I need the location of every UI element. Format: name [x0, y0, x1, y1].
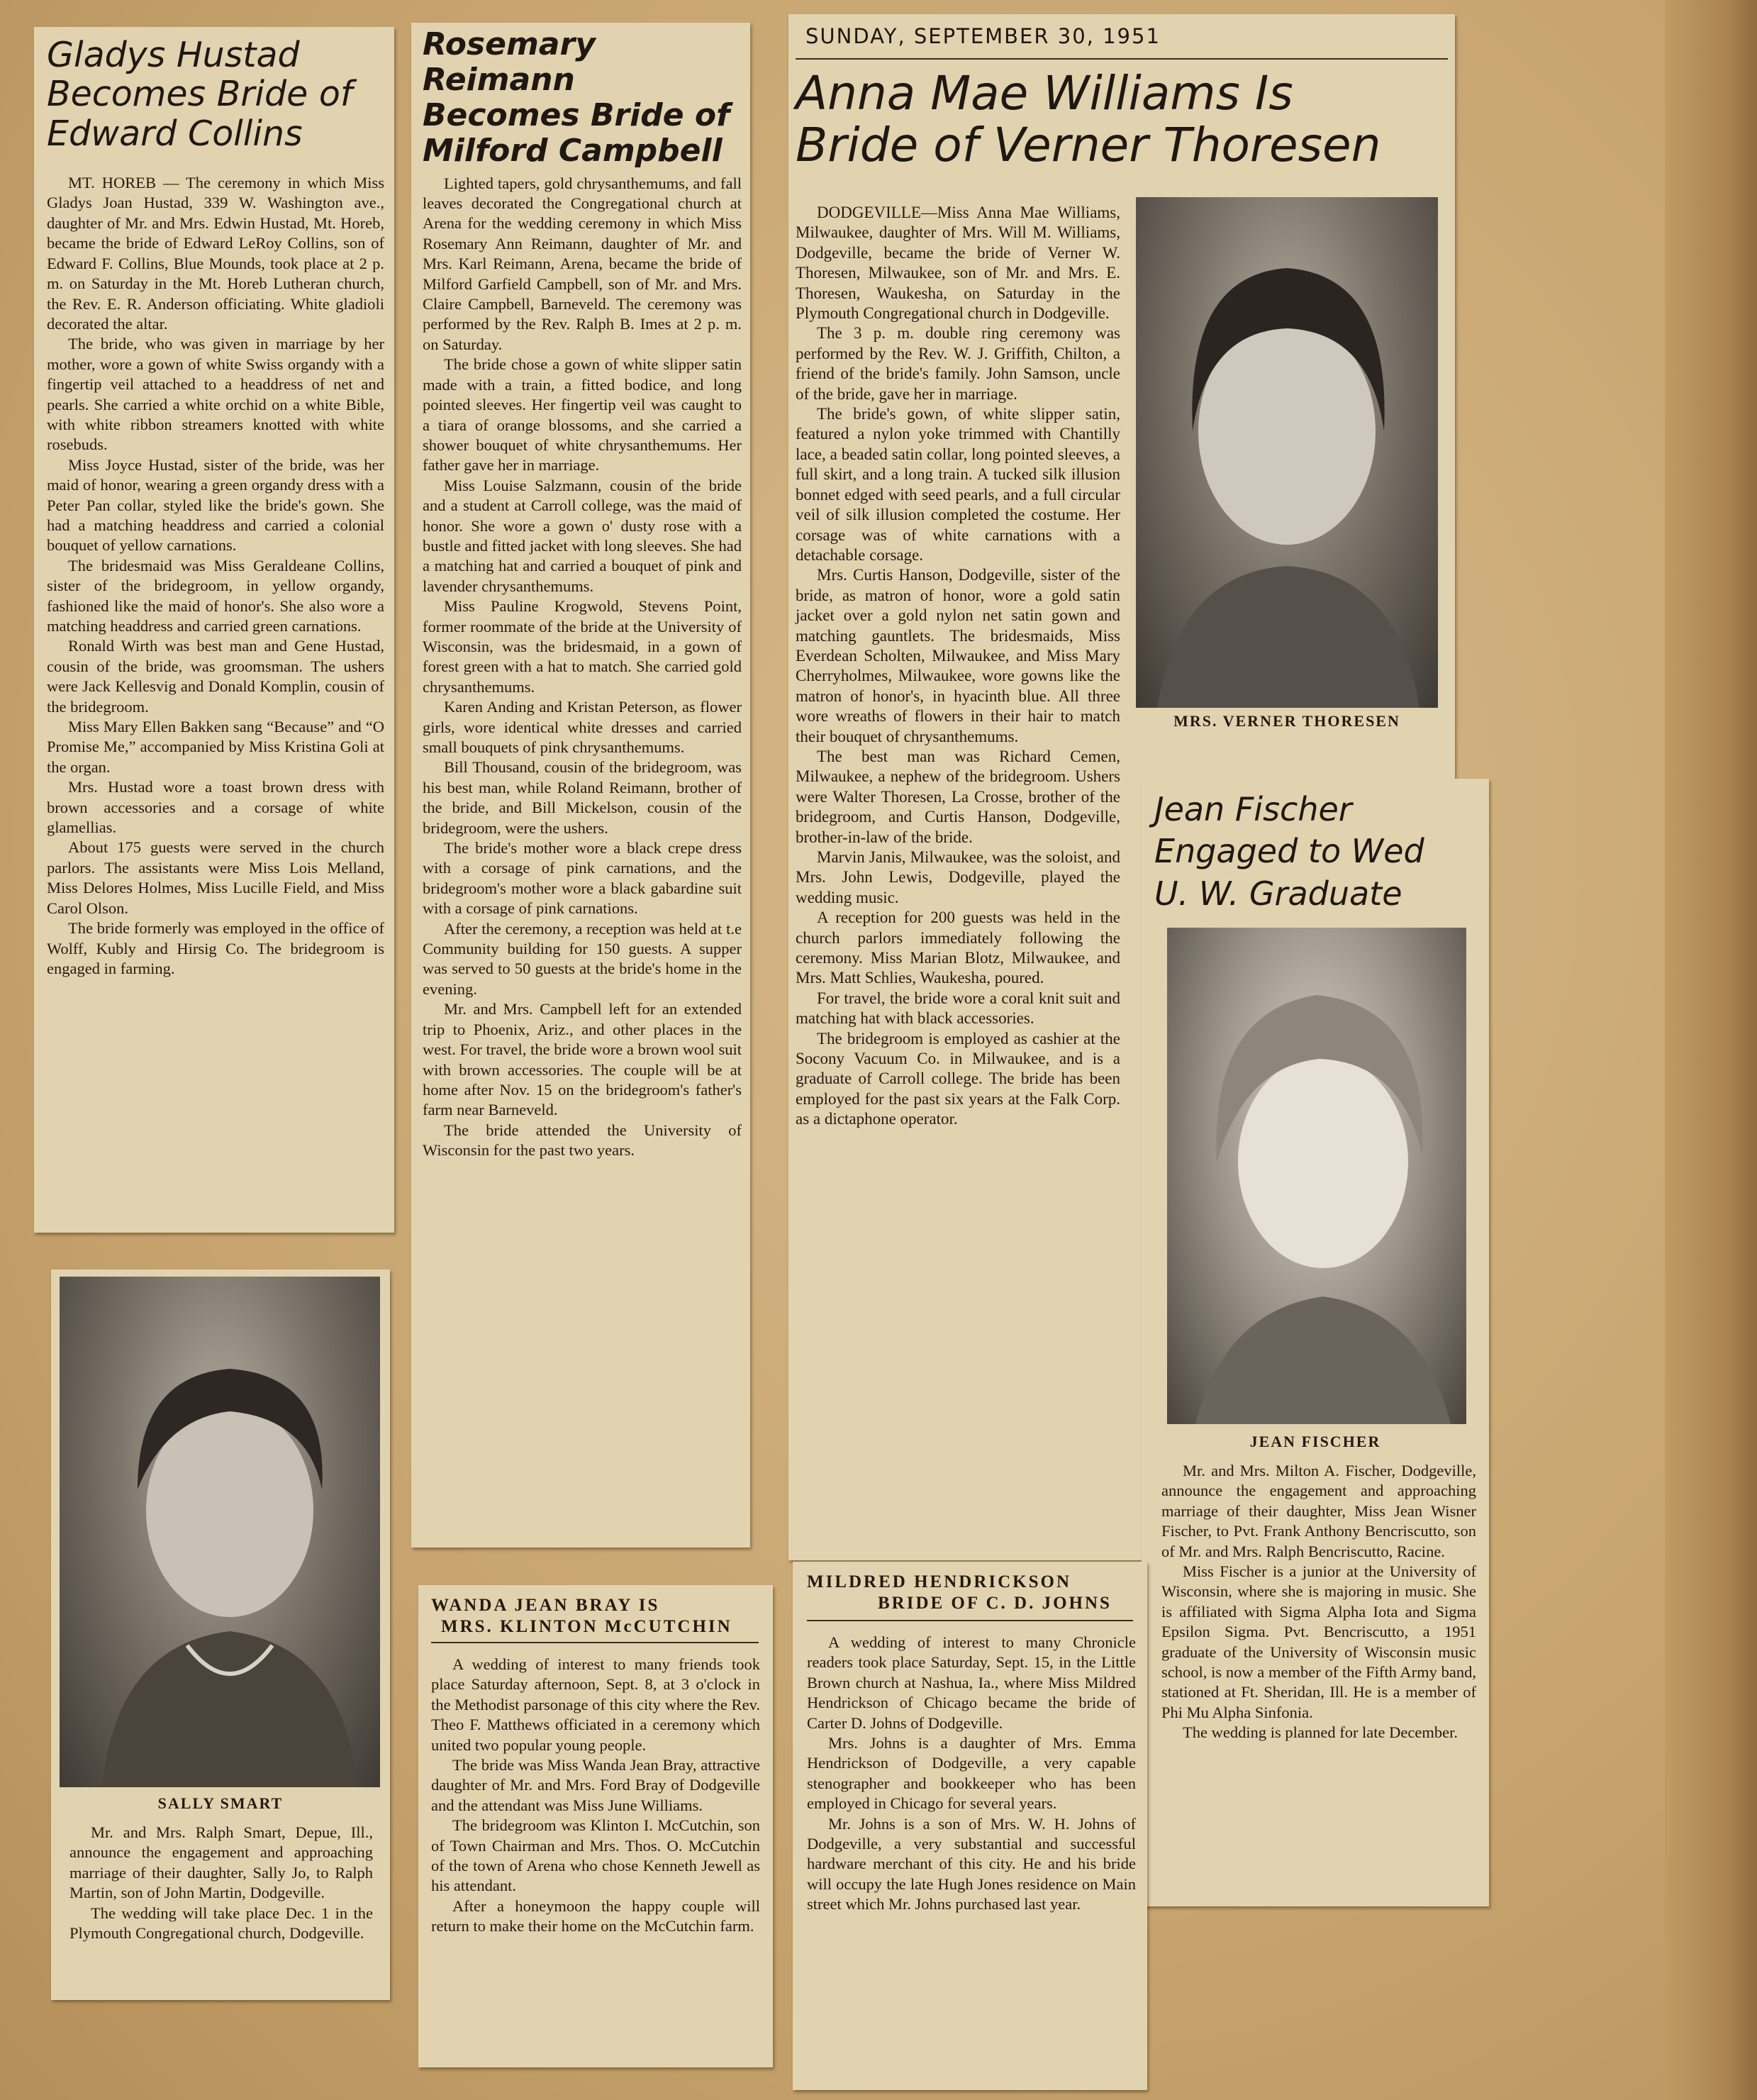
article-paragraph: Mr. and Mrs. Ralph Smart, Depue, Ill., announce the engagement and approaching marriage of their daughter, Sally Jo, to Ralph Martin, son of John Martin, Dodgeville. [69, 1823, 373, 1902]
reimann-body [423, 174, 742, 1161]
bray-body [431, 1655, 760, 1937]
thoresen-photo [1136, 197, 1438, 708]
headline-line: Engaged to Wed [1154, 832, 1424, 871]
article-paragraph: Mr. and Mrs. Milton A. Fischer, Dodgeville, announce the engagement and approaching marriage of their daughter, Miss Jean Wisner Fischer, to Pvt. Frank Anthony Bencriscutto, son of Mr. and Mrs. Ralph Bencriscutto, Racine. [1161, 1462, 1476, 1560]
article-paragraph: The bride, who was given in marriage by her mother, wore a gown of white Swiss organdy with a fingertip veil attached to a headdress of net and pearls. She carried a white orchid on a white Bible, with white ribbon streamers knotted with white rosebuds. [47, 335, 384, 454]
headline-line: MRS. KLINTON McCUTCHIN [441, 1617, 732, 1636]
article-paragraph: The wedding will take place Dec. 1 in the Plymouth Congregational church, Dodgeville. [69, 1904, 373, 1943]
headline-line: MILDRED HENDRICKSON [807, 1572, 1072, 1591]
article-paragraph: Miss Mary Ellen Bakken sang “Because” and “O Promise Me,” accompanied by Miss Kristina Goli at the organ. [47, 718, 384, 776]
article-paragraph: A reception for 200 guests was held in the church parlors immediately following the ceremony. Miss Marian Blotz, Milwaukee, and Mrs. Matt Schlies, Waukesha, poured. [796, 909, 1120, 987]
article-paragraph: The bride was Miss Wanda Jean Bray, attractive daughter of Mr. and Mrs. Ford Bray of Dodgeville and the attendant was Miss June Williams. [431, 1756, 760, 1814]
article-paragraph: After the ceremony, a reception was held at t.e Community building for 150 guests. A supper was served to 50 guests at the bride's home in the evening. [423, 919, 742, 998]
page-edge [1665, 0, 1757, 2100]
headline-line: Bride of Verner Thoresen [796, 117, 1381, 172]
thoresen-photo-caption: MRS. VERNER THORESEN [1173, 712, 1400, 730]
headline-line: Becomes Bride of [423, 97, 730, 134]
article-paragraph: Miss Joyce Hustad, sister of the bride, was her maid of honor, wearing a green organdy dress with a Peter Pan collar, styled like the bride's gown. She had a matching headdress and carried a colonial bouquet of yellow carnations. [47, 455, 384, 555]
fischer-headline [1154, 789, 1478, 915]
sally-smart-photo [60, 1277, 380, 1787]
hendrickson-clipping [793, 1562, 1147, 2090]
article-paragraph: For travel, the bride wore a coral knit suit and matching hat with black accessories. [796, 989, 1120, 1028]
reimann-clipping [411, 23, 750, 1548]
hustad-headline [47, 35, 384, 153]
article-paragraph: Mrs. Johns is a daughter of Mrs. Emma Hendrickson of Dodgeville, a very capable stenographer and bookkeeper who has been employed in Chicago for several years. [807, 1734, 1136, 1813]
article-paragraph: Bill Thousand, cousin of the bridegroom, was his best man, while Roland Reimann, brother of the bride, and Bill Mickelson, cousin of the bridegroom, were the ushers. [423, 758, 742, 837]
williams-body [796, 203, 1120, 1130]
article-paragraph: A wedding of interest to many friends took place Saturday afternoon, Sept. 8, at 3 o'clock in the Methodist parsonage of this city where the Rev. Theo F. Matthews officiated in a ceremony which united two popular young people. [431, 1655, 760, 1754]
article-paragraph: The bridegroom was Klinton I. McCutchin, son of Town Chairman and Mrs. Thos. O. McCutchin of the town of Arena who chose Kenneth Jewell as his attendant. [431, 1816, 760, 1895]
headline-line: BRIDE OF C. D. JOHNS [878, 1594, 1112, 1613]
smart-clipping [51, 1270, 390, 2000]
article-paragraph: The bride's gown, of white slipper satin, featured a nylon yoke trimmed with Chantilly lace, a beaded satin collar, long pointed sleeves, a full skirt, and a long train. A tucked silk illusion bonnet edged with seed pearls, and a full circular veil of silk illusion completed the costume. Her corsage was of white carnations with a detachable corsage. [796, 405, 1120, 564]
headline-rule [431, 1642, 759, 1643]
fischer-clipping [1142, 779, 1489, 1906]
article-paragraph: Lighted tapers, gold chrysanthemums, and fall leaves decorated the Congregational church at Arena for the wedding ceremony in which Miss Rosemary Ann Reimann, daughter of Mr. and Mrs. Karl Reimann, Arena, became the bride of Milford Garfield Campbell, son of Mr. and Mrs. Claire Campbell, Barneveld. The ceremony was performed by the Rev. Ralph B. Imes at 2 p. m. on Saturday. [423, 174, 742, 353]
article-paragraph: Mrs. Curtis Hanson, Dodgeville, sister of the bride, as matron of honor, wore a gold satin jacket over a gold nylon net satin gown and matching gauntlets. The bridesmaids, Miss Everdean Scholten, Milwaukee, and Miss Mary Cherryholmes, Milwaukee, wore gowns like the matron of honor's, in hyacinth blue. All three wore wreaths of flowers in their hair to match their bouquet of chrysanthemums. [796, 566, 1120, 745]
article-paragraph: The bride formerly was employed in the office of Wolff, Kubly and Hirsig Co. The bridegroom is engaged in farming. [47, 919, 384, 977]
smart-photo-caption: SALLY SMART [157, 1794, 284, 1812]
bray-headline [431, 1595, 760, 1638]
article-paragraph: Miss Fischer is a junior at the University of Wisconsin, where she is majoring in music. She is affiliated with Sigma Alpha Iota and Sigma Epsilon Sigma. Pvt. Bencriscutto, a 1951 graduate of the University of Wisconsin music school, is now a member of the Fifth Army band, stationed at Ft. Sheridan, Ill. He is a member of Phi Mu Alpha Sinfonia. [1161, 1562, 1476, 1721]
article-paragraph: Mr. Johns is a son of Mrs. W. H. Johns of Dodgeville, a very substantial and successful hardware merchant of this city. He and his bride will occupy the late Hugh Jones residence on Main street which Mr. Johns purchased last year. [807, 1814, 1136, 1913]
article-paragraph: After a honeymoon the happy couple will return to make their home on the McCutchin farm. [431, 1896, 760, 1935]
hustad-clipping [34, 27, 394, 1233]
reimann-headline [423, 27, 742, 170]
article-paragraph: DODGEVILLE—Miss Anna Mae Williams, Milwaukee, daughter of Mrs. Will M. Williams, Dodgeville, became the bride of Verner W. Thoresen, Milwaukee, son of Mr. and Mrs. E. Thoresen, Waukesha, on Saturday in the Plymouth Congregational church in Dodgeville. [796, 204, 1120, 323]
article-paragraph: Ronald Wirth was best man and Gene Hustad, cousin of the bride, was groomsman. The ushers were Jack Kellesvig and Donald Komplin, cousin of the bridegroom. [47, 637, 384, 716]
hustad-body [47, 173, 384, 979]
hendrickson-body [807, 1633, 1136, 1915]
headline-line: Milford Campbell [423, 133, 723, 170]
article-paragraph: Marvin Janis, Milwaukee, was the soloist, and Mrs. John Lewis, Dodgeville, played the wedding music. [796, 848, 1120, 906]
article-paragraph: MT. HOREB — The ceremony in which Miss Gladys Joan Hustad, 339 W. Washington ave., daughter of Mr. and Mrs. Edwin Hustad, Mt. Horeb, became the bride of Edward LeRoy Collins, son of Edward F. Collins, Blue Mounds, took place at 2 p. m. on Saturday in the Mt. Horeb Lutheran church, the Rev. E. R. Anderson officiating. White gladioli decorated the altar. [47, 174, 384, 333]
article-paragraph: The wedding is planned for late December. [1183, 1723, 1458, 1742]
headline-line: U. W. Graduate [1154, 874, 1402, 913]
article-paragraph: About 175 guests were served in the church parlors. The assistants were Miss Lois Melland, Miss Delores Holmes, Miss Lucille Field, and Miss Carol Olson. [47, 838, 384, 917]
fischer-body [1161, 1461, 1476, 1743]
article-paragraph: Mrs. Hustad wore a toast brown dress with brown accessories and a corsage of white glamellias. [47, 778, 384, 837]
article-paragraph: Karen Anding and Kristan Peterson, as flower girls, wore identical white dresses and carried small bouquets of pink chrysanthemums. [423, 698, 742, 756]
headline-line: WANDA JEAN BRAY IS [431, 1596, 660, 1615]
article-paragraph: The bridegroom is employed as cashier at the Socony Vacuum Co. in Milwaukee, and is a graduate of Carroll college. The bride has been employed for the past six years at the Falk Corp. as a dictaphone operator. [796, 1029, 1120, 1128]
fischer-photo-caption: JEAN FISCHER [1249, 1433, 1381, 1450]
article-paragraph: Mr. and Mrs. Campbell left for an extended trip to Phoenix, Ariz., and other places in the west. For travel, the bride wore a brown wool suit with brown accessories. The couple will be at home after Nov. 15 on the bridegroom's father's farm near Barneveld. [423, 1000, 742, 1119]
article-paragraph: Miss Pauline Krogwold, Stevens Point, former roommate of the bride at the University of Wisconsin, was the bridesmaid, in a gown of forest green with a hat to match. She carried gold chrysanthemums. [423, 597, 742, 696]
article-paragraph: The 3 p. m. double ring ceremony was performed by the Rev. W. J. Griffith, Chilton, a friend of the bride's family. John Samson, uncle of the bride, gave her in marriage. [796, 324, 1120, 403]
headline-line: Anna Mae Williams Is [796, 66, 1293, 121]
jean-fischer-photo [1167, 928, 1466, 1424]
smart-body [69, 1823, 373, 1943]
article-paragraph: Miss Louise Salzmann, cousin of the bride and a student at Carroll college, was the maid of honor. She wore a gown o' dusty rose with a bustle and fitted jacket with long sleeves. She had a matching hat and carried a bouquet of pink and lavender chrysanthemums. [423, 476, 742, 595]
headline-line: Becomes Bride of [47, 74, 353, 115]
date-rule [796, 58, 1448, 60]
article-paragraph: The bridesmaid was Miss Geraldeane Collins, sister of the bridegroom, in yellow organdy, fashioned like the maid of honor's. She also wore a matching headdress and carried green carnations. [47, 556, 384, 635]
headline-line: Rosemary Reimann [423, 26, 596, 99]
article-paragraph: The bride chose a gown of white slipper satin made with a train, a fitted bodice, and long pointed sleeves. Her fingertip veil was caught to a tiara of orange blossoms, and she carried a shower bouquet of white chrysanthemums. Her father gave her in marriage. [423, 355, 742, 474]
hendrickson-headline [807, 1572, 1136, 1614]
headline-line: Jean Fischer [1154, 790, 1352, 828]
article-paragraph: The best man was Richard Cemen, Milwaukee, a nephew of the bridegroom. Ushers were Walter Thoresen, La Crosse, brother of the bridegroom, and Curtis Hanson, Dodgeville, brother-in-law of the bride. [796, 747, 1120, 846]
williams-headline [796, 68, 1380, 171]
date-header: SUNDAY, SEPTEMBER 30, 1951 [805, 24, 1161, 48]
headline-rule [807, 1620, 1133, 1621]
headline-line: Edward Collins [47, 113, 303, 154]
bray-clipping [418, 1585, 773, 2067]
article-paragraph: The bride attended the University of Wisconsin for the past two years. [423, 1121, 742, 1160]
article-paragraph: The bride's mother wore a black crepe dress with a corsage of pink carnations, and the bridegroom's mother wore a black gabardine suit with a corsage of pink carnations. [423, 839, 742, 918]
headline-line: Gladys Hustad [47, 35, 300, 75]
article-paragraph: A wedding of interest to many Chronicle readers took place Saturday, Sept. 15, in the Little Brown church at Nashua, Ia., where Miss Mildred Hendrickson of Chicago became the bride of Carter D. Johns of Dodgeville. [807, 1633, 1136, 1732]
